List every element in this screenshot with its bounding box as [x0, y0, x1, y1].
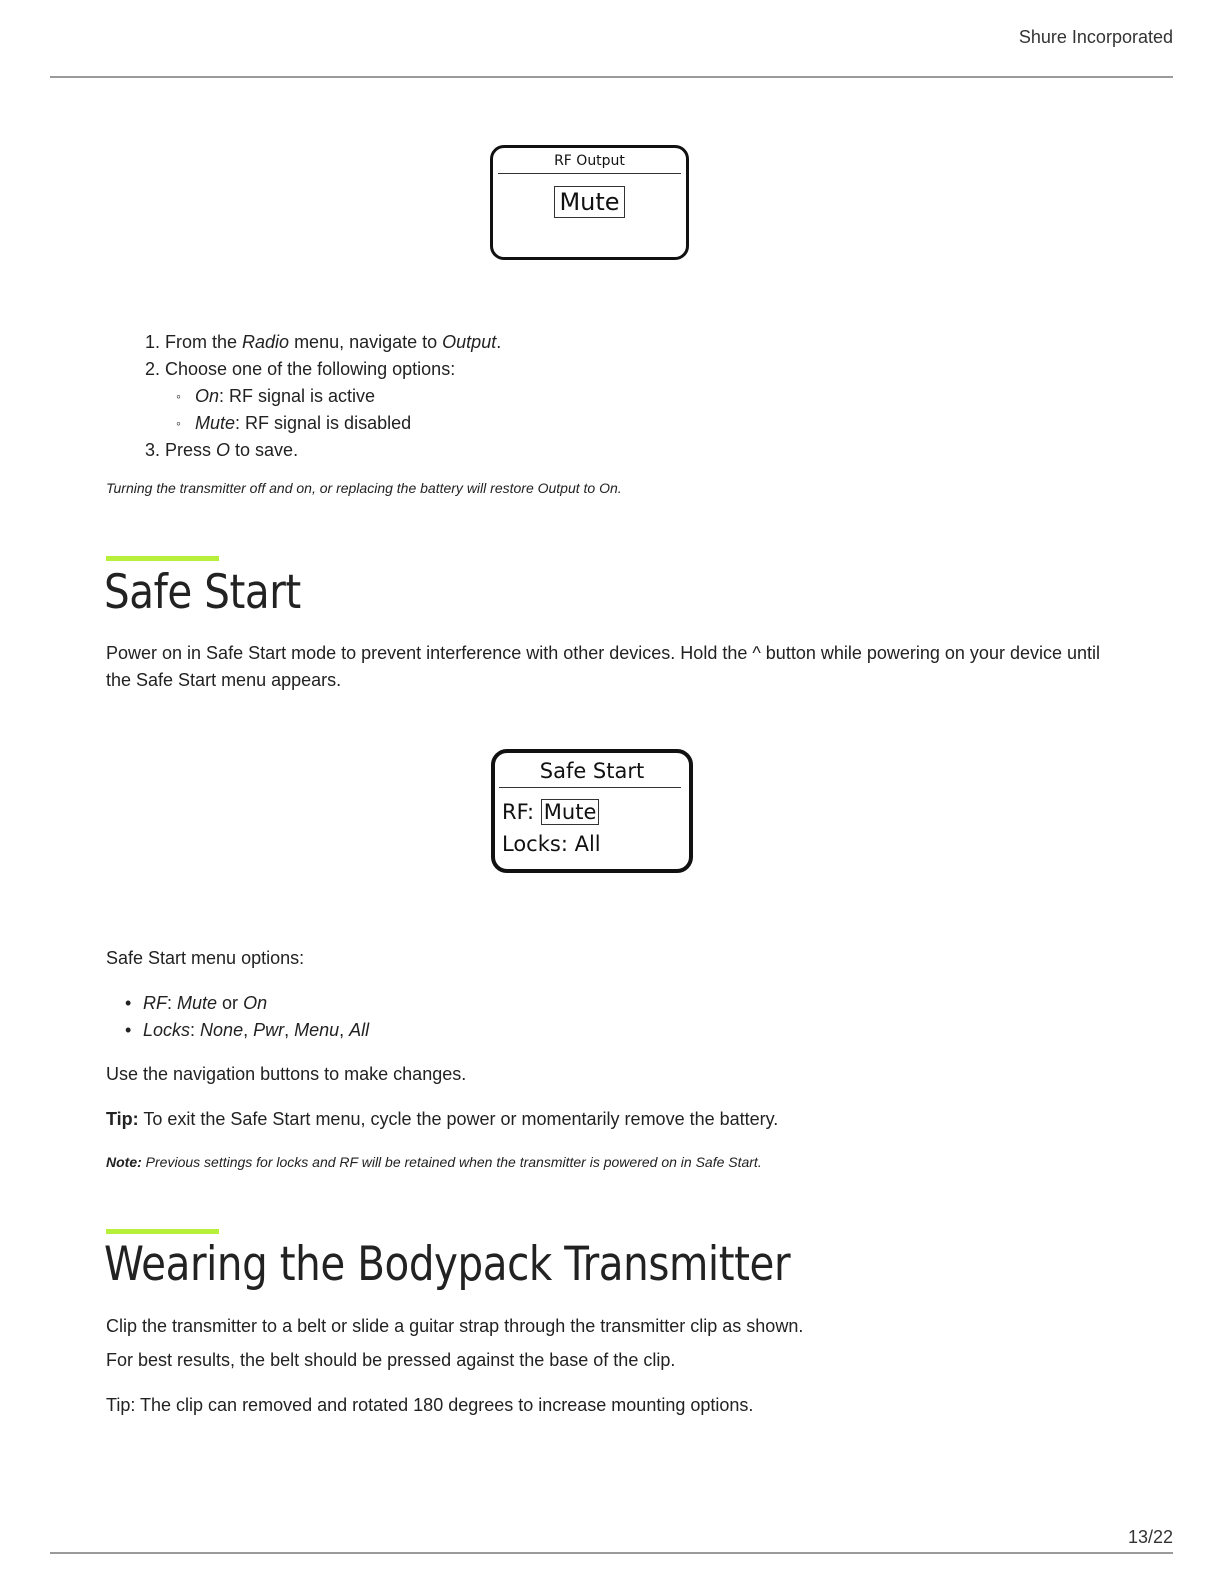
rf-option-list — [165, 383, 1065, 437]
footer-rule — [50, 1552, 1173, 1554]
step-3: 3. Press O to save. — [165, 437, 1065, 464]
option-rf: • RF: Mute or On — [143, 990, 369, 1017]
radio-menu-ref: Radio — [242, 332, 290, 352]
rf-output-screen-illustration — [490, 145, 689, 260]
save-key-ref: O — [216, 440, 231, 460]
safe-start-screen-locks-line: Locks: All — [502, 832, 601, 856]
safe-start-intro: Power on in Safe Start mode to prevent interference with other devices. Hold the ^ button while powering on your device until the Safe Start menu appears. — [106, 643, 1100, 690]
step-1: 1. From the Radio menu, navigate to Output. — [165, 329, 1065, 356]
safe-start-note: Note: Previous settings for locks and RF will be retained when the transmitter is powered on in Safe Start. — [106, 1154, 762, 1170]
wearing-tip: Tip: The clip can removed and rotated 180 degrees to increase mounting options. — [106, 1395, 754, 1415]
wearing-accent-bar — [106, 1229, 219, 1234]
page-number: 13/22 — [1127, 1527, 1173, 1547]
safe-start-screen-rf-line: RF: Mute — [495, 796, 689, 828]
header-rule — [50, 76, 1173, 78]
rf-output-screen-title: RF Output — [554, 153, 625, 169]
safe-start-tip: Tip: To exit the Safe Start menu, cycle the power or momentarily remove the battery. — [106, 1109, 779, 1129]
safe-start-options-label: Safe Start menu options: — [106, 948, 305, 968]
page-header-company: Shure Incorporated — [1018, 27, 1173, 47]
rf-restore-note: Turning the transmitter off and on, or replacing the battery will restore Output to On. — [106, 480, 622, 496]
option-mute: ◦ Mute: RF signal is disabled — [195, 410, 1065, 437]
output-item-ref: Output — [442, 332, 497, 352]
navigation-instruction: Use the navigation buttons to make changes. — [106, 1064, 467, 1084]
safe-start-screen-illustration — [491, 749, 693, 873]
rf-output-screen-divider — [498, 173, 681, 174]
safe-start-accent-bar — [106, 556, 219, 561]
wearing-line-1: Clip the transmitter to a belt or slide a guitar strap through the transmitter clip as shown. — [106, 1316, 804, 1336]
safe-start-heading: Safe Start — [104, 565, 301, 620]
wearing-line-2: For best results, the belt should be pressed against the base of the clip. — [106, 1350, 676, 1370]
rf-output-steps — [140, 329, 1065, 464]
safe-start-screen-divider — [499, 787, 681, 788]
step-2: 2. Choose one of the following options: ◦ On: RF signal is active ◦ Mute: RF signal is disabled — [165, 356, 1065, 437]
safe-start-screen-rf-value: Mute — [541, 799, 600, 825]
option-on: ◦ On: RF signal is active — [195, 383, 1065, 410]
rf-output-screen-value: Mute — [554, 186, 624, 218]
option-locks: • Locks: None, Pwr, Menu, All — [143, 1017, 369, 1044]
safe-start-options-list — [125, 990, 369, 1044]
wearing-heading: Wearing the Bodypack Transmitter — [104, 1237, 791, 1292]
safe-start-screen-title: Safe Start — [539, 759, 645, 783]
